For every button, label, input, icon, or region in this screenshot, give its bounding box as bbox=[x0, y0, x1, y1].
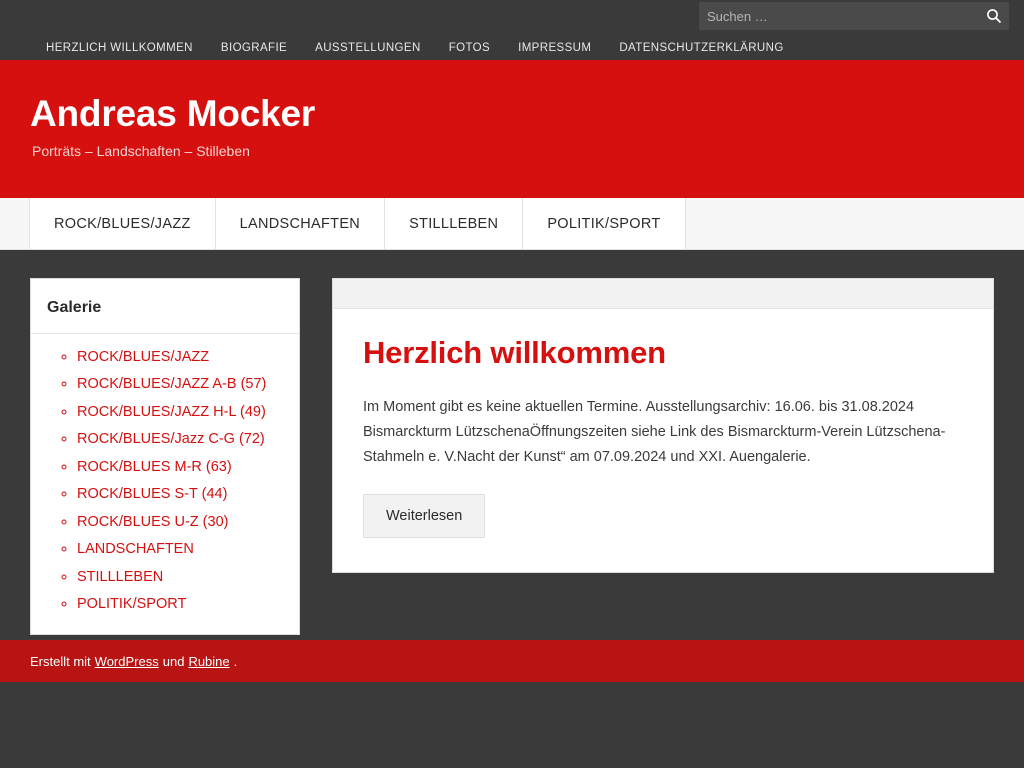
topnav-item-ausstellungen[interactable]: AUSSTELLUNGEN bbox=[315, 42, 421, 54]
page-title: Herzlich willkommen bbox=[363, 335, 666, 370]
list-item[interactable] bbox=[77, 401, 299, 423]
sidebar-item-landschaften[interactable]: LANDSCHAFTEN bbox=[77, 541, 194, 558]
search-form[interactable] bbox=[699, 2, 1009, 30]
sidebar-item-politik-sport[interactable]: POLITIK/SPORT bbox=[77, 596, 187, 613]
site-title[interactable]: Andreas Mocker bbox=[30, 93, 316, 134]
list-item[interactable] bbox=[77, 593, 299, 615]
list-item[interactable] bbox=[77, 428, 299, 450]
main-article bbox=[332, 278, 994, 573]
list-item[interactable] bbox=[77, 373, 299, 395]
search-button[interactable] bbox=[979, 2, 1009, 30]
content-area bbox=[0, 250, 1024, 640]
sidebar-item-stillleben[interactable]: STILLLEBEN bbox=[77, 568, 164, 585]
site-footer bbox=[0, 640, 1024, 682]
search-input[interactable] bbox=[699, 9, 979, 24]
sidebar-item-rock-blues-u-z[interactable]: ROCK/BLUES U-Z (30) bbox=[77, 513, 229, 530]
footer-suffix: . bbox=[233, 653, 238, 669]
mainnav-item-politik-sport[interactable]: POLITIK/SPORT bbox=[523, 198, 685, 249]
list-item[interactable] bbox=[77, 538, 299, 560]
sidebar-title: Galerie bbox=[31, 279, 299, 334]
sidebar-item-rock-blues-m-r[interactable]: ROCK/BLUES M-R (63) bbox=[77, 458, 232, 475]
list-item[interactable] bbox=[77, 566, 299, 588]
footer-prefix: Erstellt mit bbox=[30, 653, 91, 669]
top-bar bbox=[0, 0, 1024, 60]
read-more-button[interactable]: Weiterlesen bbox=[363, 494, 485, 538]
list-item[interactable] bbox=[77, 346, 299, 368]
footer-link-rubine[interactable]: Rubine bbox=[188, 653, 230, 669]
list-item[interactable] bbox=[77, 483, 299, 505]
sidebar-galerie bbox=[30, 278, 300, 635]
topnav-item-herzlich-willkommen[interactable]: HERZLICH WILLKOMMEN bbox=[46, 42, 193, 54]
topnav-item-biografie[interactable]: BIOGRAFIE bbox=[220, 42, 288, 54]
list-item[interactable] bbox=[77, 511, 299, 533]
article-body bbox=[333, 309, 993, 572]
mainnav-item-rock-blues-jazz[interactable]: ROCK/BLUES/JAZZ bbox=[29, 198, 216, 249]
sidebar-item-rock-blues-jazz-h-l[interactable]: ROCK/BLUES/JAZZ H-L (49) bbox=[77, 403, 266, 420]
site-description: Porträts – Landschaften – Stilleben bbox=[32, 142, 250, 159]
site-header bbox=[0, 60, 1024, 198]
topnav-item-impressum[interactable]: IMPRESSUM bbox=[518, 42, 592, 54]
article-text: Im Moment gibt es keine aktuellen Termine. Ausstellungsarchiv: 16.06. bis 31.08.2024 Bismarckturm LützschenaÖffnungszeiten siehe Link des Bismarckturm-Verein Lützschena-Stahmeln e. V.Nacht der Kunst“ am 07.09.2024 und XXI. Auengalerie. bbox=[363, 399, 946, 465]
mainnav-item-stillleben[interactable]: STILLLEBEN bbox=[385, 198, 523, 249]
search-icon bbox=[986, 8, 1002, 24]
sidebar-item-rock-blues-jazz-a-b[interactable]: ROCK/BLUES/JAZZ A-B (57) bbox=[77, 376, 267, 393]
sidebar-item-rock-blues-jazz[interactable]: ROCK/BLUES/JAZZ bbox=[77, 349, 210, 365]
footer-middle: und bbox=[162, 653, 185, 669]
topnav-item-fotos[interactable]: FOTOS bbox=[448, 42, 491, 54]
sidebar-item-rock-blues-s-t[interactable]: ROCK/BLUES S-T (44) bbox=[77, 486, 228, 503]
footer-link-wordpress[interactable]: WordPress bbox=[94, 653, 159, 669]
top-navigation[interactable] bbox=[0, 42, 812, 54]
mainnav-item-landschaften[interactable]: LANDSCHAFTEN bbox=[216, 198, 385, 249]
article-top-strip bbox=[333, 279, 993, 309]
sidebar-item-rock-blues-jazz-c-g[interactable]: ROCK/BLUES/Jazz C-G (72) bbox=[77, 431, 265, 448]
list-item[interactable] bbox=[77, 456, 299, 478]
main-navigation[interactable] bbox=[0, 198, 1024, 250]
sidebar-list bbox=[31, 346, 299, 616]
page-bottom-spacer bbox=[0, 682, 1024, 762]
topnav-item-datenschutzerklaerung[interactable]: DATENSCHUTZERKLÄRUNG bbox=[619, 42, 784, 54]
